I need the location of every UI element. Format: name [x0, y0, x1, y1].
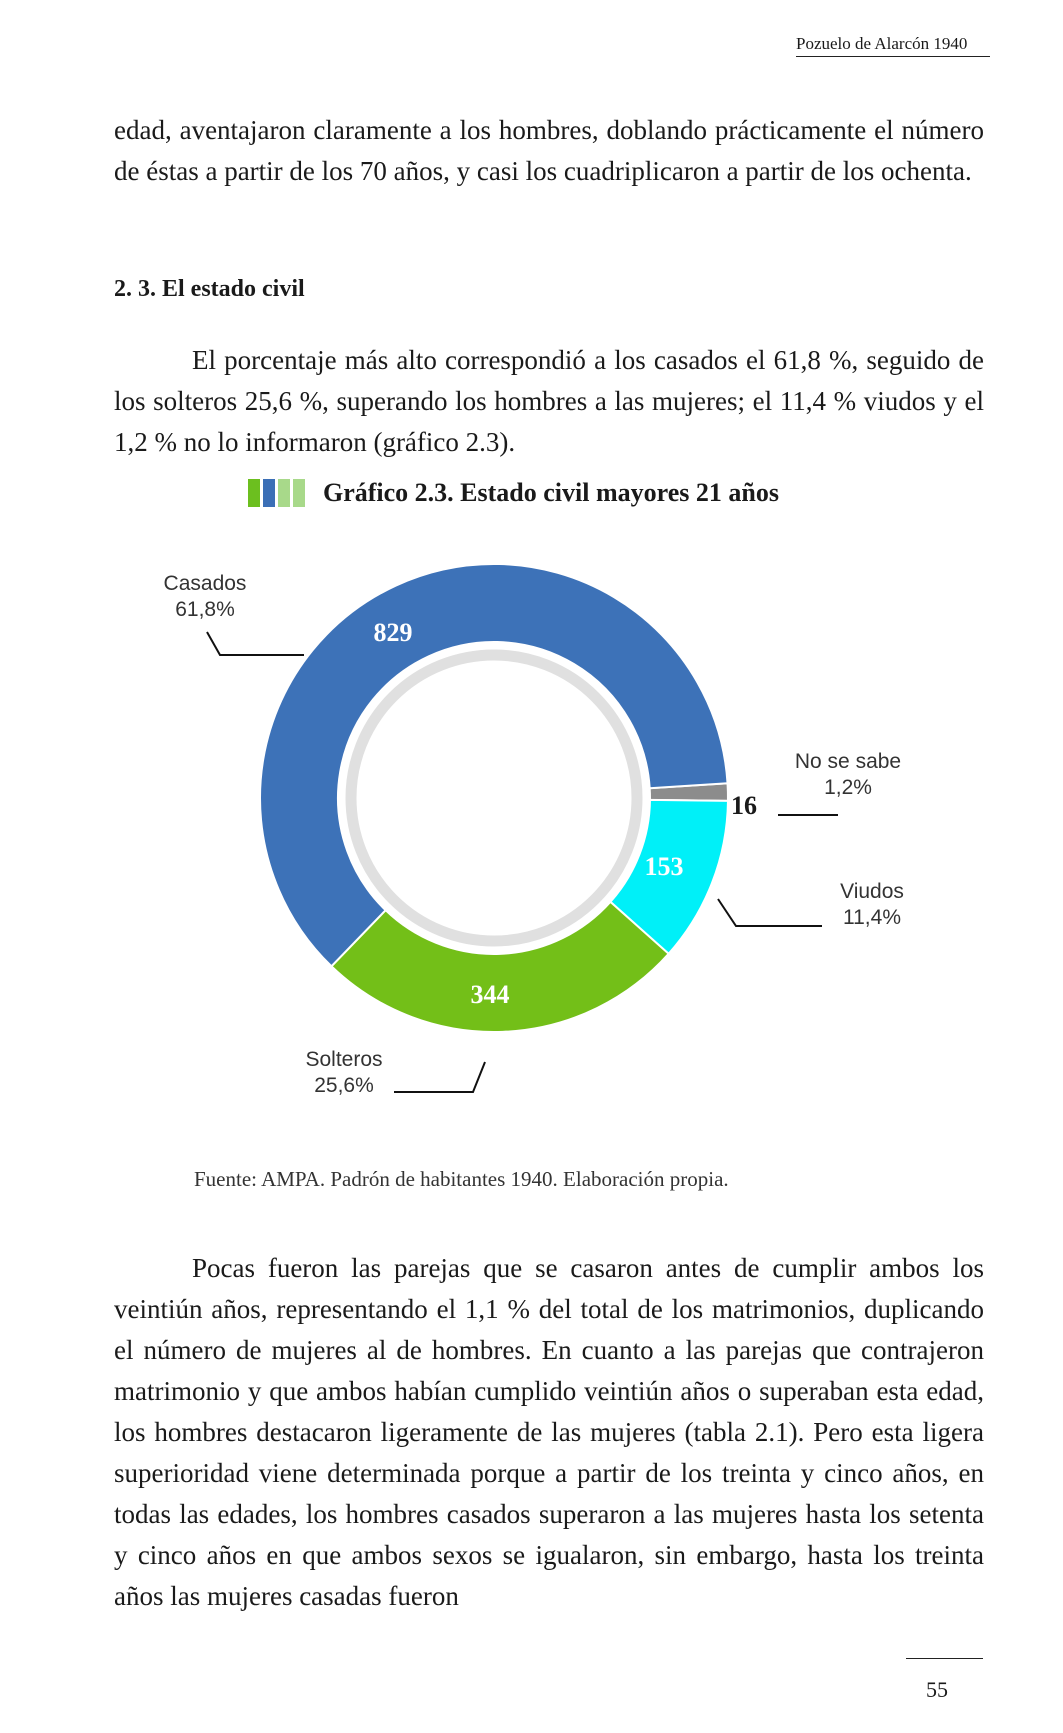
- header-rule: [796, 56, 990, 57]
- icon-bar-1: [248, 479, 260, 507]
- leader-line-casados: [207, 632, 304, 655]
- percent-label-viudos: 11,4%: [843, 906, 901, 929]
- donut-chart: [0, 540, 1063, 1120]
- paragraph-continued: edad, aventajaron claramente a los hombres, doblando prácticamente el número de éstas a partir de los 70 años, y casi los cuadriplicaron a partir de los ochenta.: [114, 115, 984, 186]
- chart-slices: [260, 564, 728, 1032]
- footer-rule: [906, 1658, 983, 1659]
- leader-line-viudos: [718, 899, 822, 926]
- value-label-solteros: 344: [470, 980, 510, 1009]
- figure-title-text: Gráfico 2.3. Estado civil mayores 21 años: [323, 478, 779, 507]
- section-heading: 2. 3. El estado civil: [114, 276, 305, 302]
- paragraph-estado-civil: El porcentaje más alto correspondió a los casados el 61,8 %, seguido de los solteros 25,6 %, superando los hombres a las mujeres; el 11,4 % viudos y el 1,2 % no lo informaron (gráfico 2.3).: [114, 345, 984, 457]
- category-label-solteros: Solteros: [305, 1048, 383, 1071]
- figure-title: [248, 476, 779, 510]
- percent-label-solteros: 25,6%: [314, 1074, 374, 1097]
- inner-ring: [351, 655, 637, 941]
- value-label-casados: 829: [373, 618, 413, 647]
- category-label-viudos: Viudos: [840, 880, 904, 903]
- running-header: Pozuelo de Alarcón 1940: [796, 34, 968, 53]
- value-label-viudos: 153: [644, 852, 684, 881]
- slice-solteros: [331, 902, 668, 1032]
- icon-bar-2: [263, 479, 275, 507]
- category-label-casados: Casados: [163, 572, 247, 595]
- figure-bars-icon: [248, 479, 305, 507]
- value-label-no-se-sabe: 16: [731, 791, 757, 820]
- category-label-no-se-sabe: No se sabe: [794, 750, 902, 773]
- percent-label-no-se-sabe: 1,2%: [824, 776, 872, 799]
- icon-bar-3: [278, 479, 290, 507]
- paragraph-matrimonios: Pocas fueron las parejas que se casaron antes de cumplir ambos los veintiún años, representando el 1,1 % del total de los matrimonios, duplicando el número de mujeres al de hombres. En cuanto a las parejas que contrajeron matrimonio y que ambos habían cumplido veintiún años o superaban esta edad, los hombres destacaron ligeramente de las mujeres (tabla 2.1). Pero esta ligera superioridad viene determinada porque a partir de los treinta y cinco años, en todas las edades, los hombres casados superaron a las mujeres hasta los setenta y cinco años en que ambos sexos se igualaron, sin embargo, hasta los treinta años las mujeres casadas fueron: [114, 1253, 984, 1611]
- page-number: 55: [926, 1677, 948, 1702]
- leader-line-solteros: [394, 1062, 485, 1092]
- icon-bar-4: [293, 479, 305, 507]
- figure-source: Fuente: AMPA. Padrón de habitantes 1940. Elaboración propia.: [194, 1167, 729, 1191]
- percent-label-casados: 61,8%: [175, 598, 235, 621]
